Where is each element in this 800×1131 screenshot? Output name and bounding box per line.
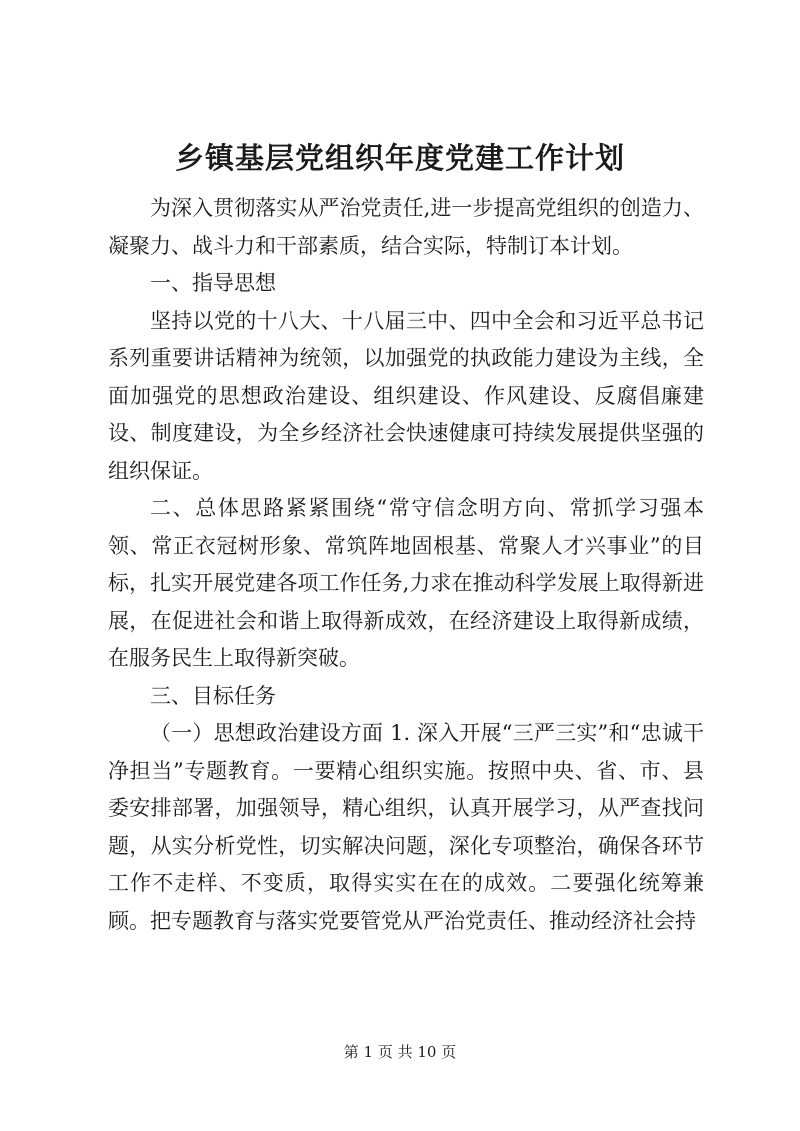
paragraph-intro: 为深入贯彻落实从严治党责任,进一步提高党组织的创造力、凝聚力、战斗力和干部素质，结合实际，特制订本计划。 [108,196,704,258]
page-number-footer: 第 1 页 共 10 页 [343,1043,457,1061]
paragraph-overall-approach: 二、总体思路紧紧围绕“常守信念明方向、常抓学习强本领、常正衣冠树形象、常筑阵地固根基、常聚人才兴事业”的目标，扎实开展党建各项工作任务,力求在推动科学发展上取得新进展，在促进社会和谐上取得新成效，在经济建设上取得新成绩，在服务民生上取得新突破。 [108,496,704,670]
paragraph-guiding-thought: 坚持以党的十八大、十八届三中、四中全会和习近平总书记系列重要讲话精神为统领，以加强党的执政能力建设为主线，全面加强党的思想政治建设、组织建设、作风建设、反腐倡廉建设、制度建设，为全乡经济社会快速健康可持续发展提供坚强的组织保证。 [108,308,704,483]
heading-objectives: 三、目标任务 [150,683,276,708]
document-title: 乡镇基层党组织年度党建工作计划 [174,141,625,175]
heading-guiding-thought: 一、指导思想 [150,271,276,295]
document-body [108,190,704,940]
paragraph-political-construction: （一）思想政治建设方面 1. 深入开展“三严三实”和“忠诚干净担当”专题教育。一要精心组织实施。按照中央、省、市、县委安排部署，加强领导，精心组织，认真开展学习，从严查找问题，从实分析党性，切实解决问题，深化专项整治，确保各环节工作不走样、不变质，取得实实在在的成效。二要强化统筹兼顾。把专题教育与落实党要管党从严治党责任、推动经济社会持 [108,721,704,933]
